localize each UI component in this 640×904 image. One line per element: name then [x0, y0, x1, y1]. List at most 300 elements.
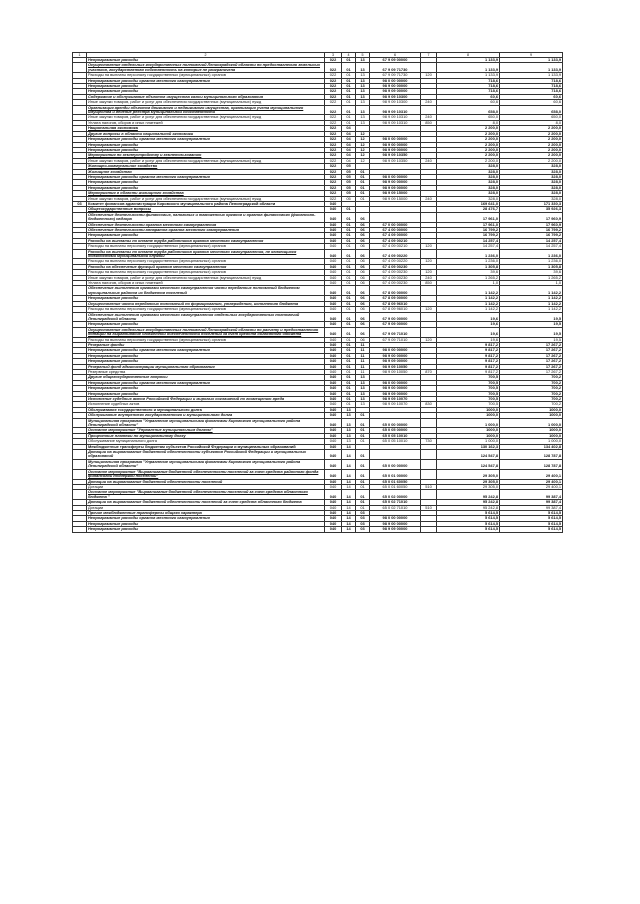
amount-year-1-cell: 28 476,7: [437, 207, 500, 212]
amount-year-1-cell: 700,5: [437, 391, 500, 396]
target-article-cell: 98 9 09 00000: [370, 147, 421, 152]
item-name-cell: Непрограммные расходы: [87, 58, 325, 63]
item-name-cell: Непрограммные расходы: [87, 89, 325, 94]
amount-year-1-cell: 29 305,0: [437, 469, 500, 479]
amount-year-2-cell: 17 267,2: [500, 364, 563, 369]
target-article-cell: 67 9 09 00000: [370, 322, 421, 327]
target-article-cell: 98 9 09 00000: [370, 185, 421, 190]
item-name-cell: Другие общегосударственные вопросы: [87, 375, 325, 380]
amount-year-2-cell: 1 133,9: [500, 73, 563, 78]
item-name-cell: Комитет финансов администрации Кировского муниципального района Ленинградской области: [87, 201, 325, 206]
subsection-code-cell: 01: [356, 469, 370, 479]
amount-year-1-cell: 328,0: [437, 196, 500, 201]
column-number: 5: [356, 53, 370, 58]
row-number-cell: [73, 327, 87, 337]
item-name-cell: Общегосударственные вопросы: [87, 207, 325, 212]
amount-year-2-cell: 17 960,9: [500, 222, 563, 227]
ministry-code-cell: 040: [325, 275, 342, 280]
section-code-cell: 01: [342, 286, 356, 296]
amount-year-2-cell: 134 402,8: [500, 444, 563, 449]
target-article-cell: 67 9 09 71730: [370, 73, 421, 78]
ministry-code-cell: 022: [325, 185, 342, 190]
subsection-code-cell: 06: [356, 228, 370, 233]
expense-type-cell: [421, 105, 437, 115]
subsection-code-cell: 01: [356, 169, 370, 174]
table-row: [73, 327, 563, 337]
section-code-cell: 01: [342, 281, 356, 286]
budget-table: [72, 52, 563, 533]
item-name-cell: Непрограммные расходы: [87, 147, 325, 152]
row-number-cell: [73, 63, 87, 73]
amount-year-1-cell: 328,0: [437, 185, 500, 190]
item-name-cell: Непрограммные расходы: [87, 84, 325, 89]
column-number: 9: [500, 53, 563, 58]
expense-type-cell: 120: [421, 73, 437, 78]
subsection-code-cell: 01: [356, 479, 370, 484]
item-name-cell: Непрограммные расходы органов местного самоуправления: [87, 380, 325, 385]
item-name-cell: Обеспечение деятельности органов местного самоуправления: [87, 222, 325, 227]
amount-year-2-cell: 658,0: [500, 105, 563, 115]
amount-year-1-cell: 2 200,0: [437, 131, 500, 136]
ministry-code-cell: 040: [325, 207, 342, 212]
subsection-code-cell: 11: [356, 359, 370, 364]
ministry-code-cell: 022: [325, 84, 342, 89]
item-name-cell: Обслуживание муниципального долга: [87, 439, 325, 444]
section-code-cell: 01: [342, 207, 356, 212]
expense-type-cell: [421, 490, 437, 500]
amount-year-2-cell: 700,2: [500, 402, 563, 407]
ministry-code-cell: 040: [325, 307, 342, 312]
section-code-cell: 13: [342, 407, 356, 412]
amount-year-2-cell: 5 614,5: [500, 521, 563, 526]
amount-year-1-cell: 9 817,2: [437, 353, 500, 358]
subsection-code-cell: 12: [356, 153, 370, 158]
ministry-code-cell: 040: [325, 505, 342, 510]
amount-year-2-cell: 328,0: [500, 196, 563, 201]
target-article-cell: 98 9 09 00000: [370, 359, 421, 364]
subsection-code-cell: 06: [356, 312, 370, 322]
subsection-code-cell: 03: [356, 521, 370, 526]
row-number-cell: [73, 286, 87, 296]
section-code-cell: 01: [342, 348, 356, 353]
amount-year-1-cell: 2 200,0: [437, 126, 500, 131]
amount-year-2-cell: 5 614,5: [500, 516, 563, 521]
amount-year-1-cell: 60,6: [437, 94, 500, 99]
amount-year-2-cell: 39,6: [500, 270, 563, 275]
section-code-cell: 01: [342, 342, 356, 347]
amount-year-2-cell: 19,5: [500, 322, 563, 327]
amount-year-2-cell: 328,0: [500, 174, 563, 179]
section-code-cell: 14: [342, 444, 356, 449]
amount-year-2-cell: 5 614,5: [500, 527, 563, 532]
target-article-cell: 65 0 02 71010: [370, 500, 421, 505]
amount-year-1-cell: 650,0: [437, 115, 500, 120]
target-article-cell: 98 9 09 10350: [370, 153, 421, 158]
target-article-cell: 98 0 00 00000: [370, 137, 421, 142]
amount-year-2-cell: 1000,0: [500, 428, 563, 433]
item-name-cell: Организация аренды объектов движимого и недвижимого имущества, организация учета муниципального имущества и ведение реестра муниципальной собственности: [87, 105, 325, 115]
target-article-cell: 67 9 09 00000: [370, 58, 421, 63]
ministry-code-cell: 040: [325, 375, 342, 380]
amount-year-1-cell: 8,0: [437, 120, 500, 125]
ministry-code-cell: 040: [325, 249, 342, 259]
expense-type-cell: [421, 249, 437, 259]
ministry-code-cell: 022: [325, 89, 342, 94]
ministry-code-cell: 040: [325, 418, 342, 428]
ministry-code-cell: 040: [325, 359, 342, 364]
amount-year-1-cell: 9 817,2: [437, 342, 500, 347]
amount-year-2-cell: 1 142,2: [500, 307, 563, 312]
section-code-cell: 01: [342, 402, 356, 407]
ministry-code-cell: 040: [325, 479, 342, 484]
amount-year-1-cell: 700,5: [437, 386, 500, 391]
subsection-code-cell: 12: [356, 131, 370, 136]
table-row: [73, 418, 563, 428]
table-row: [73, 212, 563, 222]
section-code-cell: 13: [342, 433, 356, 438]
section-code-cell: 14: [342, 469, 356, 479]
amount-year-2-cell: 328,0: [500, 164, 563, 169]
target-article-cell: 65 0 05 10010: [370, 439, 421, 444]
column-number: 3: [325, 53, 342, 58]
expense-type-cell: 870: [421, 369, 437, 374]
item-name-cell: Расходы на выплаты персоналу государственных (муниципальных) органов: [87, 244, 325, 249]
item-name-cell: Непрограммные расходы органов местного самоуправления: [87, 78, 325, 83]
item-name-cell: Дотации на выравнивание бюджетной обеспеченности поселений: [87, 479, 325, 484]
amount-year-2-cell: 1 142,2: [500, 286, 563, 296]
subsection-code-cell: 06: [356, 222, 370, 227]
item-name-cell: Непрограммные расходы: [87, 322, 325, 327]
target-article-cell: [370, 212, 421, 222]
amount-year-2-cell: 35 926,3: [500, 207, 563, 212]
section-code-cell: 01: [342, 105, 356, 115]
ministry-code-cell: 022: [325, 164, 342, 169]
section-code-cell: 13: [342, 413, 356, 418]
expense-type-cell: 120: [421, 259, 437, 264]
item-name-cell: Национальная экономика: [87, 126, 325, 131]
item-name-cell: Межбюджетные трансферты бюджетам субъектов Российской Федерации и муниципальных образований: [87, 444, 325, 449]
ministry-code-cell: 040: [325, 521, 342, 526]
section-code-cell: 14: [342, 484, 356, 489]
item-name-cell: Расходы на выплаты персоналу государственных (муниципальных) органов: [87, 259, 325, 264]
target-article-cell: 65 0 05 00000: [370, 428, 421, 433]
item-name-cell: Расходы на выплаты персоналу государственных (муниципальных) органов: [87, 270, 325, 275]
ministry-code-cell: 040: [325, 527, 342, 532]
section-code-cell: 01: [342, 264, 356, 269]
section-code-cell: 01: [342, 249, 356, 259]
item-name-cell: Муниципальная программа "Управление муниципальными финансами Кировского муниципального района Ленинградской области": [87, 418, 325, 428]
amount-year-2-cell: 1000,0: [500, 413, 563, 418]
amount-year-2-cell: 14 257,4: [500, 238, 563, 243]
column-number: 1: [73, 53, 87, 58]
ministry-code-cell: 040: [325, 301, 342, 306]
subsection-code-cell: 01: [356, 180, 370, 185]
ministry-code-cell: 040: [325, 228, 342, 233]
ministry-code-cell: 022: [325, 169, 342, 174]
amount-year-1-cell: 328,0: [437, 164, 500, 169]
subsection-code-cell: 13: [356, 375, 370, 380]
target-article-cell: 65 0 01 60050: [370, 484, 421, 489]
subsection-code-cell: 01: [356, 413, 370, 418]
item-name-cell: Процентные платежи по муниципальному долгу: [87, 433, 325, 438]
subsection-code-cell: 01: [356, 484, 370, 489]
ministry-code-cell: 040: [325, 490, 342, 500]
section-code-cell: 01: [342, 275, 356, 280]
amount-year-2-cell: 128 787,8: [500, 450, 563, 460]
amount-year-1-cell: 17 961,0: [437, 212, 500, 222]
target-article-cell: 98 9 00 00000: [370, 180, 421, 185]
item-name-cell: Дотации на выравнивание бюджетной обеспеченности субъектов Российской Федерации и муниципальных образований: [87, 450, 325, 460]
amount-year-2-cell: 718,6: [500, 84, 563, 89]
item-name-cell: Непрограммные расходы: [87, 185, 325, 190]
section-code-cell: 04: [342, 142, 356, 147]
section-code-cell: 01: [342, 270, 356, 275]
table-row: [73, 63, 563, 73]
amount-year-2-cell: 1 000,0: [500, 439, 563, 444]
section-code-cell: 01: [342, 327, 356, 337]
amount-year-2-cell: 700,2: [500, 375, 563, 380]
table-row: [73, 105, 563, 115]
item-name-cell: Дотации на выравнивание бюджетной обеспеченности поселений за счет средств областного бюджета: [87, 500, 325, 505]
amount-year-2-cell: 1 305,8: [500, 264, 563, 269]
target-article-cell: 67 8 09 96010: [370, 307, 421, 312]
ministry-code-cell: 040: [325, 380, 342, 385]
section-code-cell: 14: [342, 510, 356, 515]
subsection-code-cell: 06: [356, 264, 370, 269]
target-article-cell: 67 8 09 00000: [370, 296, 421, 301]
subsection-code-cell: 13: [356, 89, 370, 94]
section-code-cell: 01: [342, 58, 356, 63]
item-name-cell: Иные закупки товаров, работ и услуг для обеспечения государственных (муниципальных) нужд: [87, 100, 325, 105]
amount-year-2-cell: 29 400,1: [500, 484, 563, 489]
subsection-code-cell: 13: [356, 391, 370, 396]
target-article-cell: 98 9 09 10070: [370, 402, 421, 407]
ministry-code-cell: 040: [325, 222, 342, 227]
target-article-cell: 98 0 00 00000: [370, 348, 421, 353]
item-name-cell: Исполнение судебных актов: [87, 402, 325, 407]
subsection-code-cell: 13: [356, 402, 370, 407]
section-code-cell: 01: [342, 301, 356, 306]
subsection-code-cell: 11: [356, 348, 370, 353]
target-article-cell: 67 8 09 96010: [370, 301, 421, 306]
amount-year-1-cell: 1 142,2: [437, 301, 500, 306]
amount-year-2-cell: 328,0: [500, 191, 563, 196]
ministry-code-cell: 022: [325, 174, 342, 179]
amount-year-2-cell: 1 142,2: [500, 301, 563, 306]
subsection-code-cell: 06: [356, 301, 370, 306]
section-code-cell: 14: [342, 505, 356, 510]
expense-type-cell: 120: [421, 337, 437, 342]
expense-type-cell: [421, 469, 437, 479]
section-code-cell: 01: [342, 307, 356, 312]
ministry-code-cell: 040: [325, 281, 342, 286]
target-article-cell: 67 4 09 00230: [370, 270, 421, 275]
ministry-code-cell: 022: [325, 78, 342, 83]
section-code-cell: 01: [342, 369, 356, 374]
budget-table-body: [73, 53, 563, 533]
subsection-code-cell: 13: [356, 94, 370, 99]
amount-year-1-cell: 5 614,5: [437, 527, 500, 532]
ministry-code-cell: 040: [325, 296, 342, 301]
amount-year-2-cell: 19,5: [500, 337, 563, 342]
amount-year-2-cell: 17 267,2: [500, 359, 563, 364]
ministry-code-cell: 040: [325, 286, 342, 296]
subsection-code-cell: 01: [356, 439, 370, 444]
ministry-code-cell: 040: [325, 259, 342, 264]
section-code-cell: 05: [342, 196, 356, 201]
expense-type-cell: [421, 418, 437, 428]
target-article-cell: 98 9 09 10050: [370, 369, 421, 374]
section-code-cell: 14: [342, 459, 356, 469]
table-row: [73, 312, 563, 322]
section-code-cell: 04: [342, 153, 356, 158]
target-article-cell: 65 0 01 60050: [370, 479, 421, 484]
amount-year-2-cell: 29 400,1: [500, 469, 563, 479]
amount-year-1-cell: 19,6: [437, 327, 500, 337]
item-name-cell: Исполнение судебных актов Российской Федерации и мировых соглашений по возмещению вреда: [87, 397, 325, 402]
amount-year-2-cell: 328,0: [500, 169, 563, 174]
amount-year-2-cell: 2 200,0: [500, 142, 563, 147]
item-name-cell: Уплата налогов, сборов и иных платежей: [87, 120, 325, 125]
item-name-cell: Обеспечение выполнения органами местного самоуправления части переданных полномочий бюджетом муниципальных районов из бюджетов поселений: [87, 286, 325, 296]
section-code-cell: 01: [342, 63, 356, 73]
subsection-code-cell: 13: [356, 58, 370, 63]
amount-year-2-cell: 1 142,2: [500, 296, 563, 301]
subsection-code-cell: 13: [356, 380, 370, 385]
section-code-cell: 04: [342, 131, 356, 136]
expense-type-cell: [421, 212, 437, 222]
target-article-cell: 67 9 00 00000: [370, 312, 421, 322]
target-article-cell: 67 4 09 00230: [370, 281, 421, 286]
target-article-cell: 98 9 09 15000: [370, 196, 421, 201]
section-code-cell: 13: [342, 418, 356, 428]
section-code-cell: 01: [342, 89, 356, 94]
amount-year-1-cell: 9 817,2: [437, 369, 500, 374]
target-article-cell: 98 9 09 10350: [370, 158, 421, 163]
ministry-code-cell: 022: [325, 94, 342, 99]
ministry-code-cell: 040: [325, 233, 342, 238]
ministry-code-cell: 040: [325, 510, 342, 515]
table-row: [73, 286, 563, 296]
subsection-code-cell: 06: [356, 337, 370, 342]
amount-year-2-cell: 1 265,2: [500, 275, 563, 280]
subsection-code-cell: 01: [356, 450, 370, 460]
item-name-cell: Резервные фонды: [87, 342, 325, 347]
ministry-code-cell: 040: [325, 348, 342, 353]
ministry-code-cell: 022: [325, 137, 342, 142]
section-code-cell: 01: [342, 100, 356, 105]
section-code-cell: 01: [342, 353, 356, 358]
amount-year-1-cell: 95 242,8: [437, 505, 500, 510]
item-name-cell: Обеспечение деятельности финансовых, налоговых и таможенных органов и органов финансового (финансово-бюджетного) надзора: [87, 212, 325, 222]
amount-year-2-cell: 17 960,9: [500, 212, 563, 222]
ministry-code-cell: 040: [325, 439, 342, 444]
amount-year-2-cell: 2 200,0: [500, 158, 563, 163]
column-number: 4: [342, 53, 356, 58]
item-name-cell: Непрограммные расходы органов местного самоуправления: [87, 174, 325, 179]
subsection-code-cell: 13: [356, 63, 370, 73]
section-code-cell: 01: [342, 228, 356, 233]
section-code-cell: 01: [342, 380, 356, 385]
amount-year-2-cell: 5 614,5: [500, 510, 563, 515]
amount-year-2-cell: 16 799,2: [500, 228, 563, 233]
section-code-cell: 05: [342, 169, 356, 174]
amount-year-1-cell: 328,0: [437, 169, 500, 174]
amount-year-1-cell: 169 641,0: [437, 201, 500, 206]
target-article-cell: 98 0 00 00000: [370, 516, 421, 521]
expense-type-cell: 510: [421, 484, 437, 489]
subsection-code-cell: 11: [356, 369, 370, 374]
expense-type-cell: [421, 286, 437, 296]
ministry-code-cell: 022: [325, 180, 342, 185]
section-code-cell: 04: [342, 158, 356, 163]
item-name-cell: Основное мероприятие "Выравнивание бюджетной обеспеченности поселений за счет средств областного бюджета ": [87, 490, 325, 500]
amount-year-1-cell: 718,6: [437, 84, 500, 89]
subsection-code-cell: 01: [356, 505, 370, 510]
subsection-code-cell: 01: [356, 174, 370, 179]
amount-year-1-cell: 9 817,2: [437, 359, 500, 364]
amount-year-1-cell: 19,6: [437, 312, 500, 322]
section-code-cell: 01: [342, 312, 356, 322]
section-code-cell: 01: [342, 120, 356, 125]
section-code-cell: 01: [342, 364, 356, 369]
ministry-code-cell: 040: [325, 397, 342, 402]
amount-year-1-cell: 1 000,0: [437, 418, 500, 428]
subsection-code-cell: 13: [356, 78, 370, 83]
amount-year-2-cell: 17 267,2: [500, 348, 563, 353]
item-name-cell: Расходы на выплаты по оплате труда работников органов местного самоуправления: [87, 238, 325, 243]
item-name-cell: Уплата налогов, сборов и иных платежей: [87, 281, 325, 286]
ministry-code-cell: 022: [325, 196, 342, 201]
subsection-code-cell: 06: [356, 238, 370, 243]
target-article-cell: 67 0 00 00000: [370, 222, 421, 227]
target-article-cell: 98 0 00 00000: [370, 78, 421, 83]
amount-year-2-cell: 8,0: [500, 120, 563, 125]
target-article-cell: 65 0 00 00000: [370, 418, 421, 428]
ministry-code-cell: 040: [325, 459, 342, 469]
ministry-code-cell: 040: [325, 342, 342, 347]
amount-year-2-cell: 29 400,1: [500, 479, 563, 484]
amount-year-1-cell: 5 614,5: [437, 516, 500, 521]
target-article-cell: 65 0 00 00000: [370, 459, 421, 469]
section-code-cell: 14: [342, 500, 356, 505]
amount-year-2-cell: 700,2: [500, 380, 563, 385]
ministry-code-cell: 040: [325, 270, 342, 275]
section-code-cell: 01: [342, 244, 356, 249]
amount-year-1-cell: 29 305,0: [437, 479, 500, 484]
section-code-cell: 01: [342, 212, 356, 222]
expense-type-cell: [421, 459, 437, 469]
subsection-code-cell: 06: [356, 249, 370, 259]
amount-year-2-cell: 700,2: [500, 386, 563, 391]
subsection-code-cell: 01: [356, 500, 370, 505]
amount-year-2-cell: 328,0: [500, 185, 563, 190]
subsection-code-cell: 11: [356, 353, 370, 358]
amount-year-1-cell: 1 000,0: [437, 439, 500, 444]
column-number: 8: [437, 53, 500, 58]
target-article-cell: 67 4 09 00230: [370, 264, 421, 269]
section-code-cell: 01: [342, 84, 356, 89]
item-name-cell: Иные закупки товаров, работ и услуг для обеспечения государственных (муниципальных) нужд: [87, 158, 325, 163]
amount-year-1-cell: 700,5: [437, 397, 500, 402]
item-name-cell: Непрограммные расходы органов местного самоуправления: [87, 516, 325, 521]
amount-year-1-cell: 328,0: [437, 174, 500, 179]
section-code-cell: 05: [342, 191, 356, 196]
amount-year-1-cell: 16 799,2: [437, 233, 500, 238]
ministry-code-cell: 022: [325, 58, 342, 63]
amount-year-1-cell: 2 200,0: [437, 137, 500, 142]
amount-year-1-cell: 124 547,8: [437, 459, 500, 469]
